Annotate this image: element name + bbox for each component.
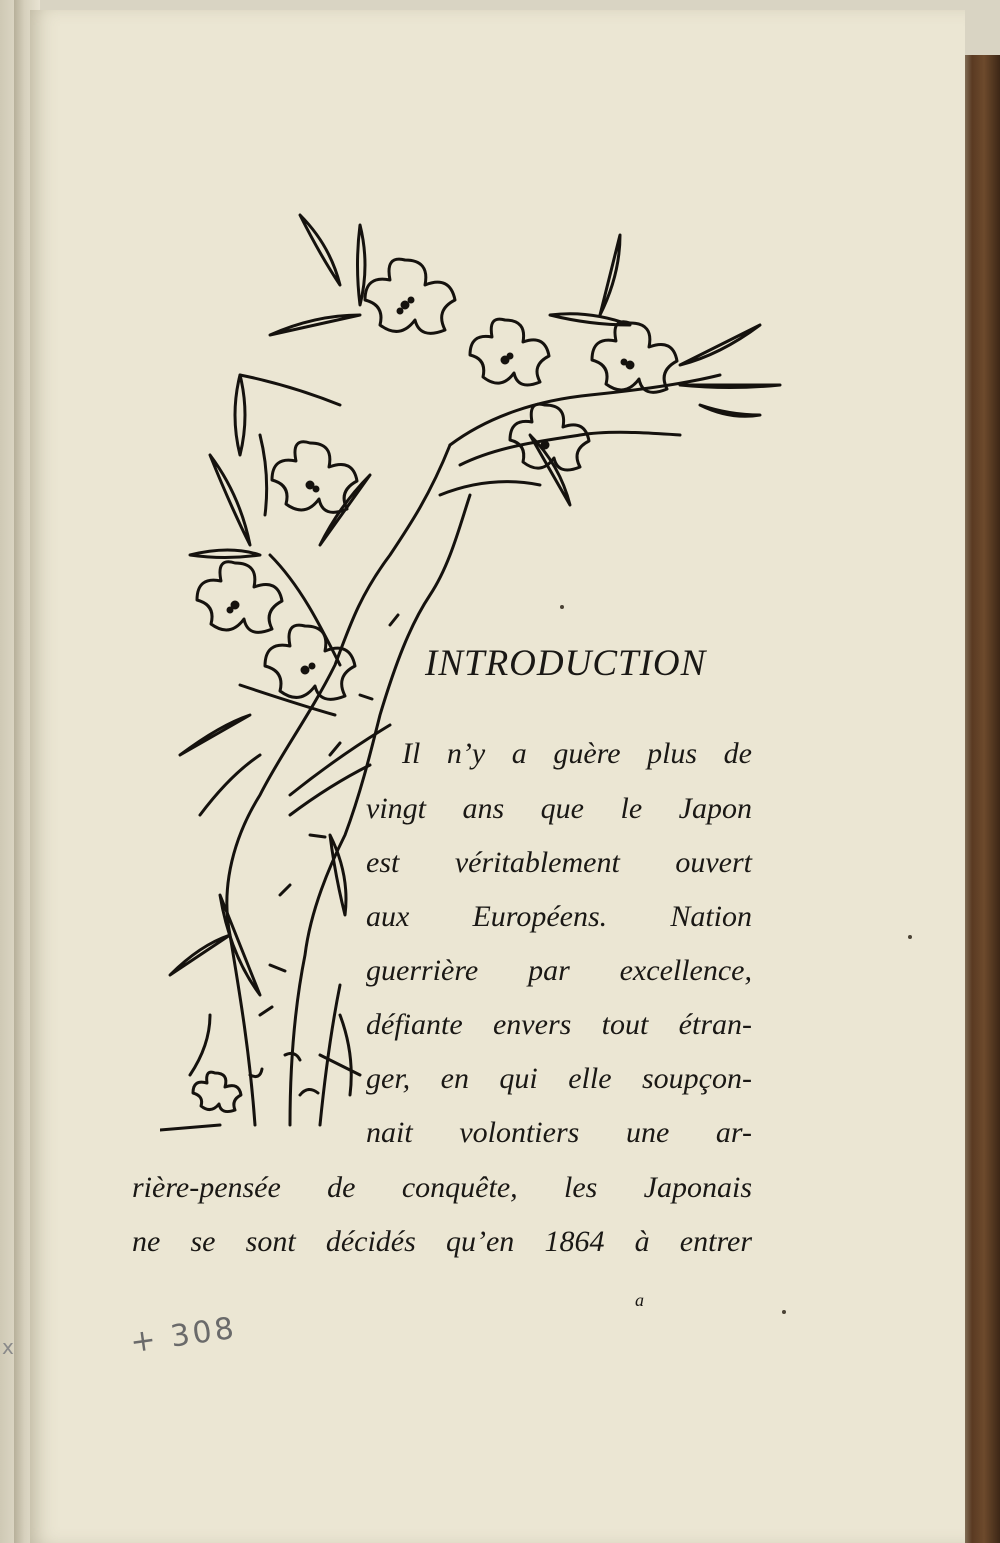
text-line-10: ne se sont décidés qu’en 1864 à entrer: [132, 1225, 752, 1258]
text-line-2: vingt ans que le Japon: [366, 792, 752, 825]
text-line-6: défiante envers tout étran-: [366, 1008, 752, 1041]
text-line-3: est véritablement ouvert: [366, 846, 752, 879]
text-line-7: ger, en qui elle soupçon-: [366, 1062, 752, 1095]
paper-speck: [782, 1310, 786, 1314]
text-line-8: nait volontiers une ar-: [366, 1116, 752, 1149]
text-line-1: Il n’y a guère plus de: [402, 737, 752, 770]
book-binding-edge: [960, 55, 1000, 1543]
text-line-9: rière-pensée de conquête, les Japonais: [132, 1171, 752, 1204]
paper-speck: [908, 935, 912, 939]
pencil-annotation: + 308: [128, 1310, 239, 1361]
paper-speck: [560, 605, 564, 609]
chapter-heading: INTRODUCTION: [425, 643, 707, 684]
book-page: [30, 10, 965, 1543]
signature-mark: a: [635, 1290, 644, 1310]
margin-mark: x: [2, 1335, 14, 1359]
text-line-4: aux Européens. Nation: [366, 900, 752, 933]
text-line-5: guerrière par excellence,: [366, 954, 752, 987]
